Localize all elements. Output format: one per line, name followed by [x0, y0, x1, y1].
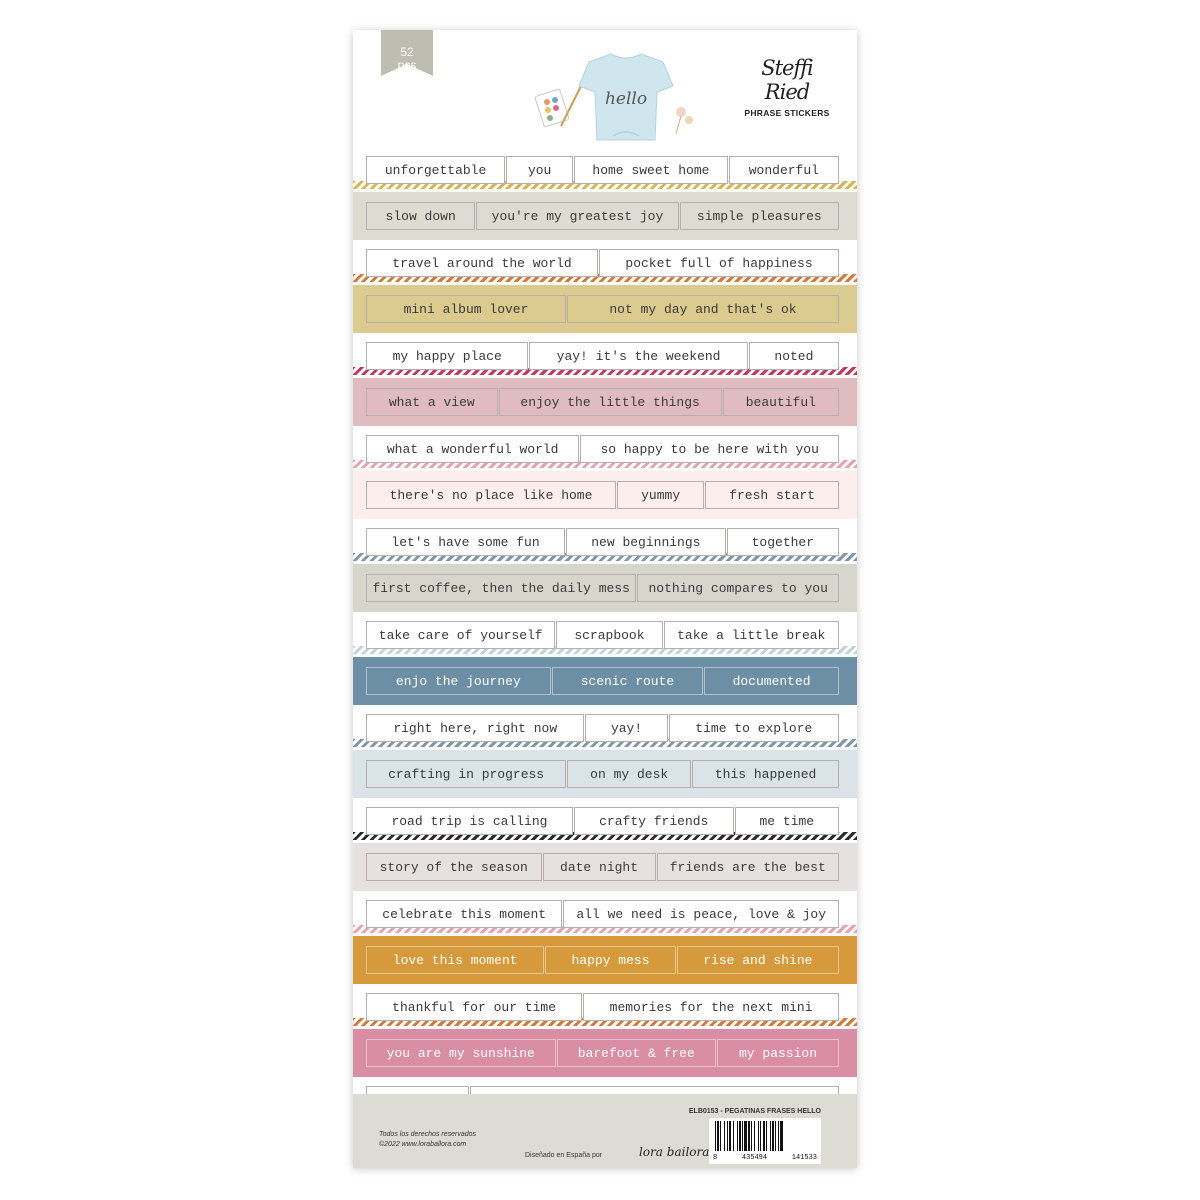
badge-count: 52: [400, 45, 414, 59]
barcode-bar: [717, 1121, 719, 1151]
barcode-digits-2: 435494: [741, 1154, 768, 1162]
sticker-group: [366, 714, 839, 742]
phrase-sticker[interactable]: home sweet home: [574, 156, 728, 184]
sticker-group: [366, 853, 839, 881]
sticker-group: [366, 760, 839, 788]
barcode-bar: [720, 1121, 721, 1151]
phrase-sticker[interactable]: love this moment: [366, 946, 544, 974]
sticker-row: [353, 150, 857, 189]
phrase-sticker[interactable]: nothing compares to you: [637, 574, 839, 602]
brand-signature: Steffi Ried: [761, 56, 813, 104]
phrase-sticker[interactable]: documented: [704, 667, 839, 695]
phrase-sticker[interactable]: time to explore: [669, 714, 839, 742]
sticker-group: [366, 946, 839, 974]
phrase-sticker[interactable]: memories for the next mini: [583, 993, 839, 1021]
phrase-sticker[interactable]: noted: [749, 342, 839, 370]
sticker-group: [366, 295, 839, 323]
phrase-sticker[interactable]: this happened: [692, 760, 839, 788]
barcode-bar: [760, 1121, 761, 1151]
phrase-sticker[interactable]: unforgettable: [366, 156, 505, 184]
phrase-sticker[interactable]: scrapbook: [556, 621, 662, 649]
sticker-row: [353, 192, 857, 240]
sticker-row: [353, 657, 857, 705]
barcode: [709, 1118, 821, 1164]
brand-subtitle: PHRASE STICKERS: [744, 108, 830, 118]
barcode-bar: [744, 1121, 747, 1151]
tshirt-icon: [579, 54, 673, 140]
phrase-sticker[interactable]: road trip is calling: [366, 807, 573, 835]
sticker-row: [353, 615, 857, 654]
phrase-sticker[interactable]: take care of yourself: [366, 621, 555, 649]
phrase-sticker[interactable]: there's no place like home: [366, 481, 616, 509]
barcode-bar: [754, 1121, 755, 1151]
phrase-sticker[interactable]: you: [506, 156, 573, 184]
sticker-row: [353, 243, 857, 282]
sticker-group: [366, 621, 839, 649]
phrase-sticker[interactable]: yay! it's the weekend: [529, 342, 747, 370]
phrase-sticker[interactable]: beautiful: [723, 388, 839, 416]
phrase-sticker[interactable]: right here, right now: [366, 714, 584, 742]
barcode-bar: [766, 1121, 767, 1151]
sticker-group: [366, 667, 839, 695]
barcode-bar: [715, 1121, 716, 1151]
sticker-group: [366, 481, 839, 509]
sticker-group: [366, 388, 839, 416]
phrase-sticker[interactable]: together: [727, 528, 839, 556]
phrase-sticker[interactable]: me time: [735, 807, 839, 835]
phrase-sticker[interactable]: barefoot & free: [557, 1039, 717, 1067]
badge-unit: pcs: [397, 58, 417, 72]
phrase-sticker[interactable]: what a wonderful world: [366, 435, 579, 463]
sticker-row: [353, 936, 857, 984]
phrase-sticker[interactable]: fresh start: [705, 481, 839, 509]
sticker-group: [366, 807, 839, 835]
product-code: ELB0153 - PEGATINAS FRASES HELLO: [688, 1108, 821, 1115]
sticker-sheet: [353, 30, 857, 1168]
phrase-sticker[interactable]: first coffee, then the daily mess: [366, 574, 636, 602]
sticker-row: [353, 378, 857, 426]
flowers-icon: [676, 107, 693, 134]
count-badge: [381, 46, 433, 72]
barcode-bar: [770, 1121, 771, 1151]
phrase-sticker[interactable]: scenic route: [552, 667, 703, 695]
phrase-sticker[interactable]: my passion: [717, 1039, 839, 1067]
sticker-group: [366, 900, 839, 928]
rights-text: Todos los derechos reservados: [379, 1131, 477, 1138]
sheet-footer: [353, 1094, 857, 1168]
barcode-bar: [737, 1121, 738, 1151]
barcode-number: [709, 1154, 821, 1162]
barcode-bar: [739, 1121, 741, 1151]
sticker-row: [353, 336, 857, 375]
phrase-sticker[interactable]: rise and shine: [677, 946, 839, 974]
sticker-group: [366, 342, 839, 370]
phrase-sticker[interactable]: you're my greatest joy: [476, 202, 678, 230]
phrase-sticker[interactable]: wonderful: [729, 156, 839, 184]
copyright-text: ©2022 www.loraballora.com: [379, 1141, 467, 1148]
paint-palette-icon: [535, 86, 581, 127]
rights-notice: [379, 1130, 476, 1150]
sticker-row: [353, 285, 857, 333]
sticker-group: [366, 993, 839, 1021]
phrase-sticker[interactable]: enjo the journey: [366, 667, 551, 695]
brand-logo: [737, 56, 837, 118]
barcode-bar: [742, 1121, 743, 1151]
barcode-bar: [729, 1121, 731, 1151]
sticker-row: [353, 987, 857, 1026]
barcode-bar: [751, 1121, 752, 1151]
sticker-group: [366, 574, 839, 602]
barcode-bar: [733, 1121, 734, 1151]
phrase-sticker[interactable]: celebrate this moment: [366, 900, 562, 928]
phrase-sticker[interactable]: crafty friends: [574, 807, 734, 835]
phrase-sticker[interactable]: happy mess: [545, 946, 675, 974]
designed-by-text: Diseñado en España por: [525, 1152, 603, 1159]
sticker-row: [353, 750, 857, 798]
phrase-sticker[interactable]: simple pleasures: [680, 202, 839, 230]
sticker-row: [353, 708, 857, 747]
barcode-bar: [724, 1121, 725, 1151]
barcode-digit-1: 8: [713, 1154, 718, 1162]
sticker-group: [366, 156, 839, 184]
sticker-row: [353, 843, 857, 891]
barcode-bar: [775, 1121, 776, 1151]
phrase-sticker[interactable]: what a view: [366, 388, 498, 416]
barcode-bar: [748, 1121, 750, 1151]
barcode-bar: [758, 1121, 759, 1151]
phrase-sticker[interactable]: mini album lover: [366, 295, 566, 323]
barcode-bar: [727, 1121, 728, 1151]
phrase-sticker[interactable]: date night: [543, 853, 656, 881]
phrase-sticker[interactable]: all we need is peace, love & joy: [563, 900, 839, 928]
hello-tshirt-illustration: [531, 50, 701, 150]
phrase-sticker[interactable]: my happy place: [366, 342, 528, 370]
phrase-sticker[interactable]: take a little break: [664, 621, 840, 649]
barcode-bar: [763, 1121, 765, 1151]
sticker-group: [366, 1039, 839, 1067]
barcode-bars: [715, 1121, 815, 1151]
phrase-sticker[interactable]: thankful for our time: [366, 993, 582, 1021]
phrase-sticker[interactable]: yay!: [585, 714, 667, 742]
phrase-sticker[interactable]: pocket full of happiness: [599, 249, 839, 277]
barcode-bar: [780, 1121, 783, 1151]
phrase-sticker[interactable]: friends are the best: [657, 853, 839, 881]
barcode-bar: [778, 1121, 779, 1151]
phrase-sticker[interactable]: travel around the world: [366, 249, 598, 277]
phrase-sticker[interactable]: crafting in progress: [366, 760, 566, 788]
phrase-sticker[interactable]: new beginnings: [566, 528, 726, 556]
sticker-group: [366, 202, 839, 230]
phrase-sticker[interactable]: you are my sunshine: [366, 1039, 556, 1067]
sticker-group: [366, 249, 839, 277]
sticker-row: [353, 429, 857, 468]
phrase-sticker[interactable]: yummy: [617, 481, 704, 509]
hero-text: hello: [604, 89, 648, 109]
sticker-row: [353, 801, 857, 840]
phrase-sticker[interactable]: not my day and that's ok: [567, 295, 839, 323]
sticker-row: [353, 564, 857, 612]
sticker-group: [366, 528, 839, 556]
designer-signature: lora bailora: [639, 1145, 710, 1159]
sticker-group: [366, 435, 839, 463]
sticker-row: [353, 894, 857, 933]
barcode-bar: [772, 1121, 774, 1151]
sticker-row: [353, 522, 857, 561]
phrase-sticker[interactable]: so happy to be here with you: [580, 435, 839, 463]
phrase-sticker[interactable]: on my desk: [567, 760, 691, 788]
sticker-row: [353, 471, 857, 519]
phrase-sticker[interactable]: slow down: [366, 202, 475, 230]
sticker-row: [353, 1029, 857, 1077]
phrase-sticker[interactable]: enjoy the little things: [499, 388, 722, 416]
phrase-sticker[interactable]: let's have some fun: [366, 528, 565, 556]
phrase-sticker[interactable]: story of the season: [366, 853, 542, 881]
barcode-digits-3: 141533: [791, 1154, 817, 1162]
